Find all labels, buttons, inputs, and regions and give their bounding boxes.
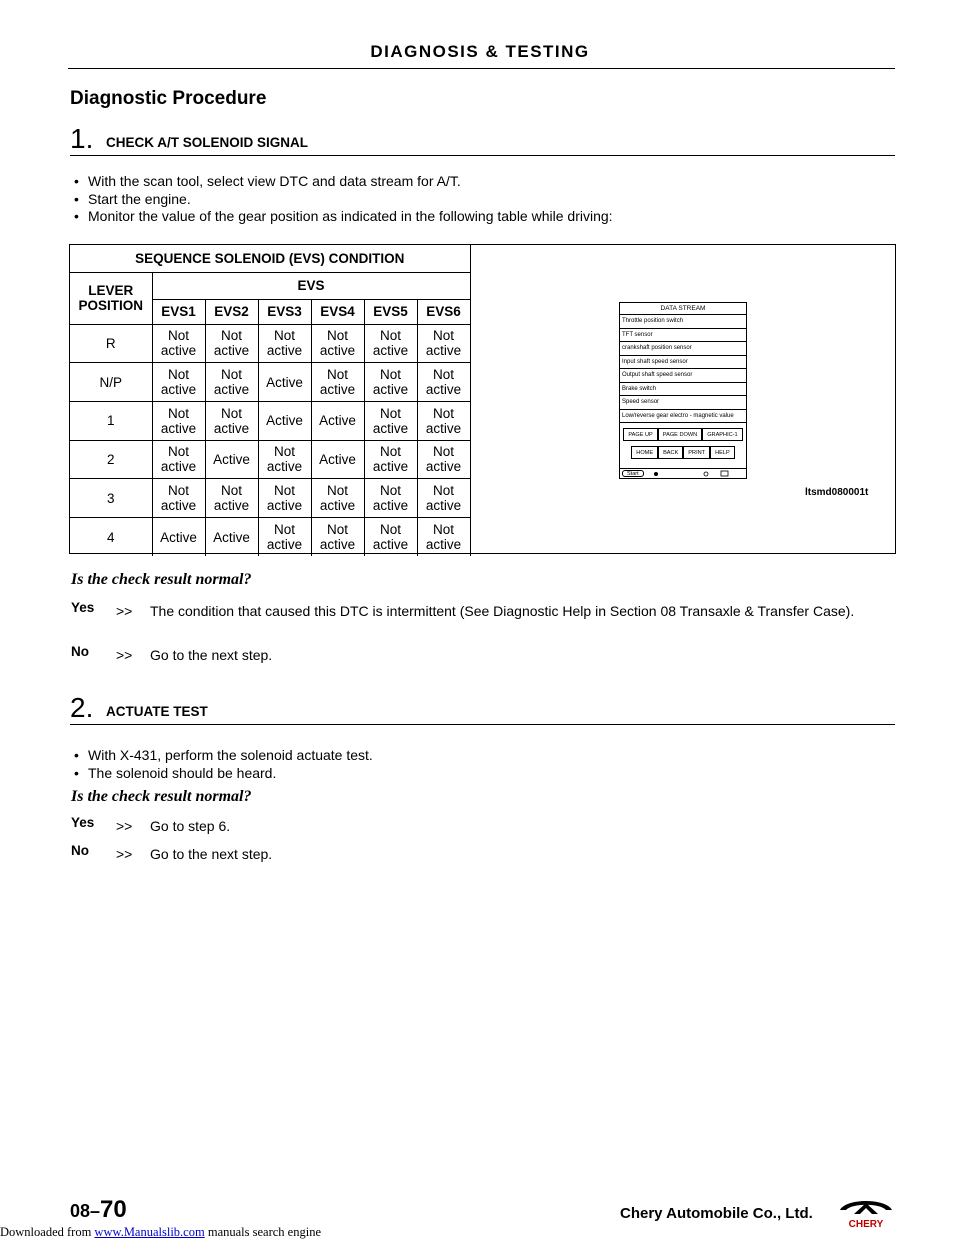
table-cell: Not active xyxy=(364,479,417,518)
answer-yes-1 xyxy=(71,602,871,621)
column-header: EVS1 xyxy=(152,299,205,324)
bullet-item: • With X-431, perform the solenoid actuate test. xyxy=(72,747,373,765)
data-stream-item: Throttle position switch xyxy=(620,315,746,329)
table-row xyxy=(70,324,470,363)
download-prefix: Downloaded from xyxy=(0,1225,95,1239)
step-2-number: 2. xyxy=(70,692,94,723)
lever-position-cell: 4 xyxy=(70,517,152,556)
lever-position-header: LEVER POSITION xyxy=(70,272,152,324)
table-cell: Active xyxy=(311,401,364,440)
table-cell: Not active xyxy=(311,479,364,518)
data-stream-item: Brake switch xyxy=(620,383,746,397)
table-cell: Not active xyxy=(258,440,311,479)
page-prefix: 08– xyxy=(70,1201,101,1221)
chery-logo-icon xyxy=(836,1196,896,1230)
figure-id: ltsmd080001t xyxy=(805,487,869,498)
bullet-item: • The solenoid should be heard. xyxy=(72,765,373,783)
lever-position-cell: 1 xyxy=(70,401,152,440)
answer-text: Go to step 6. xyxy=(150,818,231,834)
evs-figure xyxy=(69,244,896,554)
help-button: HELP xyxy=(710,446,735,459)
table-cell: Active xyxy=(205,517,258,556)
company-name: Chery Automobile Co., Ltd. xyxy=(620,1205,813,1222)
download-notice xyxy=(0,1225,321,1240)
answer-arrow: >> xyxy=(116,846,133,862)
step-1-bullets xyxy=(72,173,613,226)
table-cell: Not active xyxy=(417,517,470,556)
table-cell: Not active xyxy=(311,363,364,402)
table-row xyxy=(70,517,470,556)
speaker-icon xyxy=(704,472,708,476)
table-cell: Not active xyxy=(205,479,258,518)
question-2: Is the check result normal? xyxy=(71,788,252,805)
table-cell: Not active xyxy=(417,440,470,479)
table-title: SEQUENCE SOLENOID (EVS) CONDITION xyxy=(70,245,470,272)
manualslib-link[interactable]: www.Manualslib.com xyxy=(94,1225,205,1239)
data-stream-item: Input shaft speed sensor xyxy=(620,356,746,370)
column-header: EVS3 xyxy=(258,299,311,324)
table-cell: Not active xyxy=(258,517,311,556)
column-header: EVS5 xyxy=(364,299,417,324)
home-button: HOME xyxy=(631,446,658,459)
data-stream-item: Output shaft speed sensor xyxy=(620,369,746,383)
taskbar-icons xyxy=(620,469,748,479)
evs-header: EVS xyxy=(152,272,470,299)
data-stream-item: crankshaft position sensor xyxy=(620,342,746,356)
scan-tool-screen xyxy=(619,302,747,479)
table-cell: Not active xyxy=(364,324,417,363)
page-number xyxy=(70,1196,127,1224)
step-1-number: 1. xyxy=(70,123,94,154)
table-cell: Not active xyxy=(364,363,417,402)
step-1-title: CHECK A/T SOLENOID SIGNAL xyxy=(106,135,309,150)
header-divider xyxy=(68,68,895,69)
answer-no-2 xyxy=(71,845,871,864)
answer-label: Yes xyxy=(71,815,95,830)
answer-yes-2 xyxy=(71,817,871,836)
table-cell: Not active xyxy=(364,401,417,440)
answer-text: Go to the next step. xyxy=(150,846,273,862)
scan-taskbar xyxy=(620,468,746,478)
step-1-heading xyxy=(70,123,895,156)
table-cell: Active xyxy=(311,440,364,479)
column-header: EVS2 xyxy=(205,299,258,324)
table-row xyxy=(70,479,470,518)
step-2-bullets xyxy=(72,747,373,782)
table-cell: Not active xyxy=(311,324,364,363)
page-up-button: PAGE UP xyxy=(623,428,657,441)
data-stream-item: TFT sensor xyxy=(620,329,746,343)
answer-label: Yes xyxy=(71,600,95,615)
table-cell: Not active xyxy=(311,517,364,556)
answer-label: No xyxy=(71,644,89,659)
table-cell: Not active xyxy=(152,401,205,440)
table-cell: Not active xyxy=(417,363,470,402)
scan-button-row-1 xyxy=(620,428,746,441)
data-stream-title: DATA STREAM xyxy=(620,303,746,315)
question-1: Is the check result normal? xyxy=(71,571,252,588)
evs-condition-table xyxy=(70,245,471,556)
answer-label: No xyxy=(71,843,89,858)
print-button: PRINT xyxy=(683,446,710,459)
table-cell: Active xyxy=(258,401,311,440)
answer-text: Go to the next step. xyxy=(150,647,273,663)
answer-arrow: >> xyxy=(116,603,133,619)
answer-arrow: >> xyxy=(116,647,133,663)
table-cell: Not active xyxy=(417,401,470,440)
table-cell: Not active xyxy=(152,440,205,479)
table-cell: Not active xyxy=(417,324,470,363)
download-suffix: manuals search engine xyxy=(204,1225,321,1239)
bullet-item: • With the scan tool, select view DTC and data stream for A/T. xyxy=(72,173,613,191)
table-cell: Not active xyxy=(205,363,258,402)
table-cell: Not active xyxy=(152,363,205,402)
table-cell: Not active xyxy=(205,324,258,363)
table-cell: Not active xyxy=(152,479,205,518)
lever-position-cell: N/P xyxy=(70,363,152,402)
answer-no-1 xyxy=(71,646,871,665)
scan-button-row-2 xyxy=(620,446,746,459)
logo-text: CHERY xyxy=(848,1219,884,1230)
section-header-title: DIAGNOSIS & TESTING xyxy=(370,42,590,61)
table-cell: Not active xyxy=(364,517,417,556)
column-header: EVS6 xyxy=(417,299,470,324)
table-cell: Not active xyxy=(258,324,311,363)
table-row xyxy=(70,401,470,440)
back-button: BACK xyxy=(658,446,683,459)
table-cell: Not active xyxy=(152,324,205,363)
data-stream-item: Low/reverse gear electro - magnetic value xyxy=(620,410,746,424)
table-row xyxy=(70,363,470,402)
procedure-title: Diagnostic Procedure xyxy=(70,88,267,109)
bullet-item: • Monitor the value of the gear position as indicated in the following table while driving: xyxy=(72,208,613,226)
column-header: EVS4 xyxy=(311,299,364,324)
answer-text: The condition that caused this DTC is intermittent (See Diagnostic Help in Section 08 Transaxle & Transfer Case). xyxy=(150,603,855,619)
page-down-button: PAGE DOWN xyxy=(658,428,702,441)
graphic-1-button: GRAPHIC-1 xyxy=(702,428,742,441)
lever-position-cell: R xyxy=(70,324,152,363)
lever-position-cell: 2 xyxy=(70,440,152,479)
lever-position-cell: 3 xyxy=(70,479,152,518)
start-button: Start xyxy=(622,470,644,477)
cursor-icon xyxy=(654,472,658,476)
table-cell: Not active xyxy=(258,479,311,518)
table-cell: Active xyxy=(205,440,258,479)
answer-arrow: >> xyxy=(116,818,133,834)
data-stream-item: Speed sensor xyxy=(620,396,746,410)
step-2-heading xyxy=(70,692,895,725)
table-cell: Not active xyxy=(364,440,417,479)
bullet-item: • Start the engine. xyxy=(72,191,613,209)
table-cell: Not active xyxy=(205,401,258,440)
page-number-value: 70 xyxy=(100,1196,127,1223)
table-cell: Not active xyxy=(417,479,470,518)
keyboard-icon xyxy=(721,471,728,476)
step-2-title: ACTUATE TEST xyxy=(106,704,208,719)
table-cell: Active xyxy=(152,517,205,556)
table-cell: Active xyxy=(258,363,311,402)
table-row xyxy=(70,440,470,479)
